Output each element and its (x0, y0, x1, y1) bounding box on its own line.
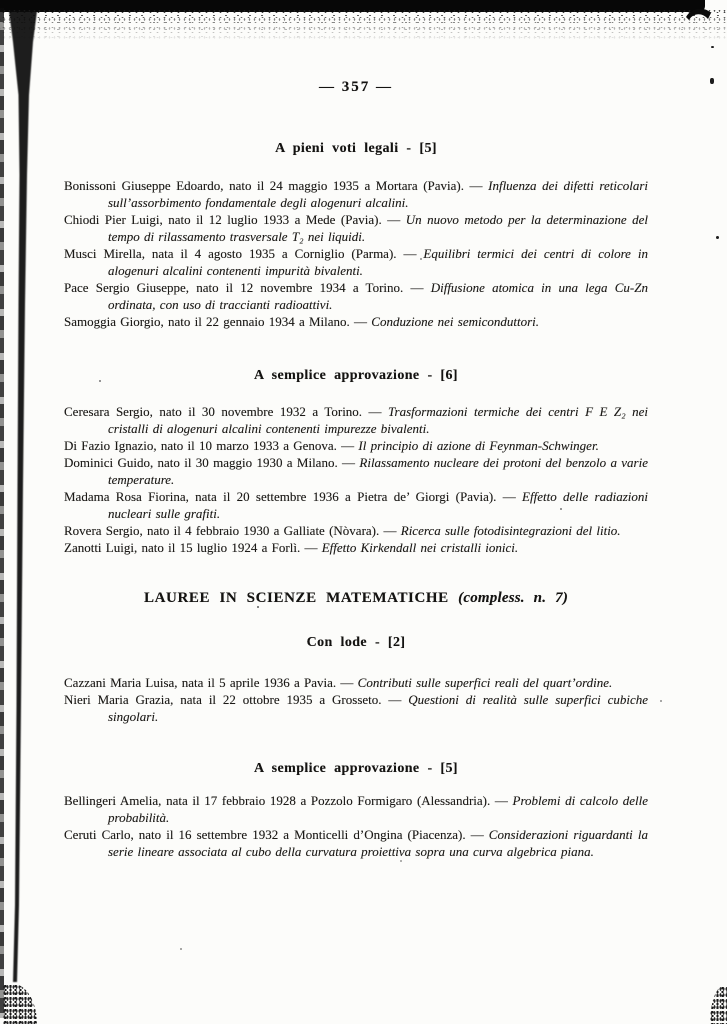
entry-list (64, 403, 648, 556)
section-a-semplice-approvazione-matematica (64, 760, 648, 860)
degree-group-heading (64, 589, 648, 607)
scan-speck (400, 860, 402, 862)
entry-thesis-title: Un nuovo metodo per la determinazione del tempo di rilassamento trasversale T₂ nei liquidi. (108, 212, 649, 244)
entry-thesis-title: Contributi sulle superfici reali del quart’ordine. (357, 675, 613, 690)
entry-thesis-title: Problemi di calcolo delle probabilità. (108, 793, 649, 825)
entry-thesis-title: Equilibri termici dei centri di colore in alogenuri alcalini contenenti impurità bivalenti. (108, 246, 648, 278)
entry-thesis-title: Effetto delle radiazioni nucleari sulle grafiti. (108, 489, 648, 521)
entry-thesis-title: Ricerca sulle fotodisintegrazioni del litio. (400, 523, 621, 538)
entry-thesis-title: Trasformazioni termiche dei centri F E Z₂ nei cristalli di alogenuri alcalini contenenti impurezze bivalenti. (108, 404, 649, 436)
scan-artifact-top-right-curl (683, 4, 715, 26)
entry-head: Zanotti Luigi, nato il 15 luglio 1924 a Forlì. — (64, 540, 318, 555)
entry-thesis-title: Questioni di realità sulle superfici cubiche singolari. (108, 692, 649, 724)
scan-artifact-binding-shadow (0, 0, 42, 1000)
entry-thesis-title: Il principio di azione di Feynman-Schwinger. (358, 438, 599, 453)
section-heading: Con lode - [2] (306, 635, 406, 650)
section-a-semplice-approvazione-fisica (64, 367, 648, 556)
page-content (64, 0, 648, 860)
entry-head: Di Fazio Ignazio, nato il 10 marzo 1933 a Genova. — (64, 438, 355, 453)
entry-thesis-title: Diffusione atomica in una lega Cu-Zn ordinata, con uso di traccianti radioattivi. (108, 280, 648, 312)
section-heading: A semplice approvazione - [5] (254, 761, 458, 776)
scan-speck (660, 700, 662, 702)
entry-list (64, 792, 648, 860)
graduate-entry (64, 674, 648, 691)
scan-artifact-bottom-right-blob (710, 986, 727, 1024)
entry-head: Pace Sergio Giuseppe, nato il 12 novembre 1934 a Torino. — (64, 280, 424, 295)
graduate-entry (64, 454, 648, 488)
entry-list (64, 177, 648, 330)
graduate-entry (64, 488, 648, 522)
entry-head: Bonissoni Giuseppe Edoardo, nato il 24 maggio 1935 a Mortara (Pavia). — (64, 178, 483, 193)
graduate-entry (64, 177, 648, 211)
entry-thesis-title: Effetto Kirkendall nei cristalli ionici. (321, 540, 519, 555)
section-con-lode (64, 634, 648, 725)
entry-head: Chiodi Pier Luigi, nato il 12 luglio 1933 a Mede (Pavia). — (64, 212, 401, 227)
entry-head: Musci Mirella, nata il 4 agosto 1935 a Corniglio (Parma). — (64, 246, 417, 261)
graduate-entry (64, 522, 648, 539)
section-a-pieni-voti-legali (64, 140, 648, 330)
scan-artifact-left-edge (0, 8, 4, 1018)
entry-head: Ceruti Carlo, nato il 16 settembre 1932 a Monticelli d’Ongina (Piacenza). — (64, 827, 484, 842)
scan-speck (710, 78, 714, 84)
entry-head: Ceresara Sergio, nato il 30 novembre 1932 a Torino. — (64, 404, 382, 419)
entry-head: Rovera Sergio, nato il 4 febbraio 1930 a Galliate (Nòvara). — (64, 523, 397, 538)
graduate-entry (64, 313, 648, 330)
graduate-entry (64, 245, 648, 279)
section-heading: A semplice approvazione - [6] (254, 368, 458, 383)
graduate-entry (64, 437, 648, 454)
graduate-entry (64, 539, 648, 556)
degree-group-title: LAUREE IN SCIENZE MATEMATICHE (143, 590, 449, 606)
entry-list (64, 674, 648, 725)
entry-thesis-title: Conduzione nei semiconduttori. (371, 314, 540, 329)
entry-head: Samoggia Giorgio, nato il 22 gennaio 1934 a Milano. — (64, 314, 368, 329)
entry-thesis-title: Considerazioni riguardanti la serie lineare associata al cubo della curvatura proiettiva sopra una curva algebrica piana. (108, 827, 648, 859)
graduate-entry (64, 826, 648, 860)
entry-head: Madama Rosa Fiorina, nata il 20 settembre 1936 a Pietra de’ Giorgi (Pavia). — (64, 489, 516, 504)
entry-head: Nieri Maria Grazia, nata il 22 ottobre 1935 a Grosseto. — (64, 692, 402, 707)
degree-group-count: (compless. n. 7) (458, 590, 569, 606)
scan-artifact-bottom-left-blob (3, 984, 37, 1024)
scan-speck (716, 236, 719, 239)
scan-speck (180, 948, 182, 950)
scan-speck (711, 46, 714, 48)
graduate-entry (64, 403, 648, 437)
graduate-entry (64, 792, 648, 826)
section-heading: A pieni voti legali - [5] (275, 141, 437, 156)
entry-head: Bellingeri Amelia, nata il 17 febbraio 1928 a Pozzolo Formigaro (Alessandria). — (64, 793, 508, 808)
graduate-entry (64, 691, 648, 725)
entry-thesis-title: Influenza dei difetti reticolari sull’assorbimento fondamentale degli alogenuri alcalini. (108, 178, 649, 210)
graduate-entry (64, 279, 648, 313)
entry-head: Cazzani Maria Luisa, nata il 5 aprile 1936 a Pavia. — (64, 675, 354, 690)
entry-thesis-title: Rilassamento nucleare dei protoni del benzolo a varie temperature. (108, 455, 648, 487)
page-number: — 357 — (319, 79, 393, 95)
entry-head: Dominici Guido, nato il 30 maggio 1930 a Milano. — (64, 455, 356, 470)
graduate-entry (64, 211, 648, 245)
